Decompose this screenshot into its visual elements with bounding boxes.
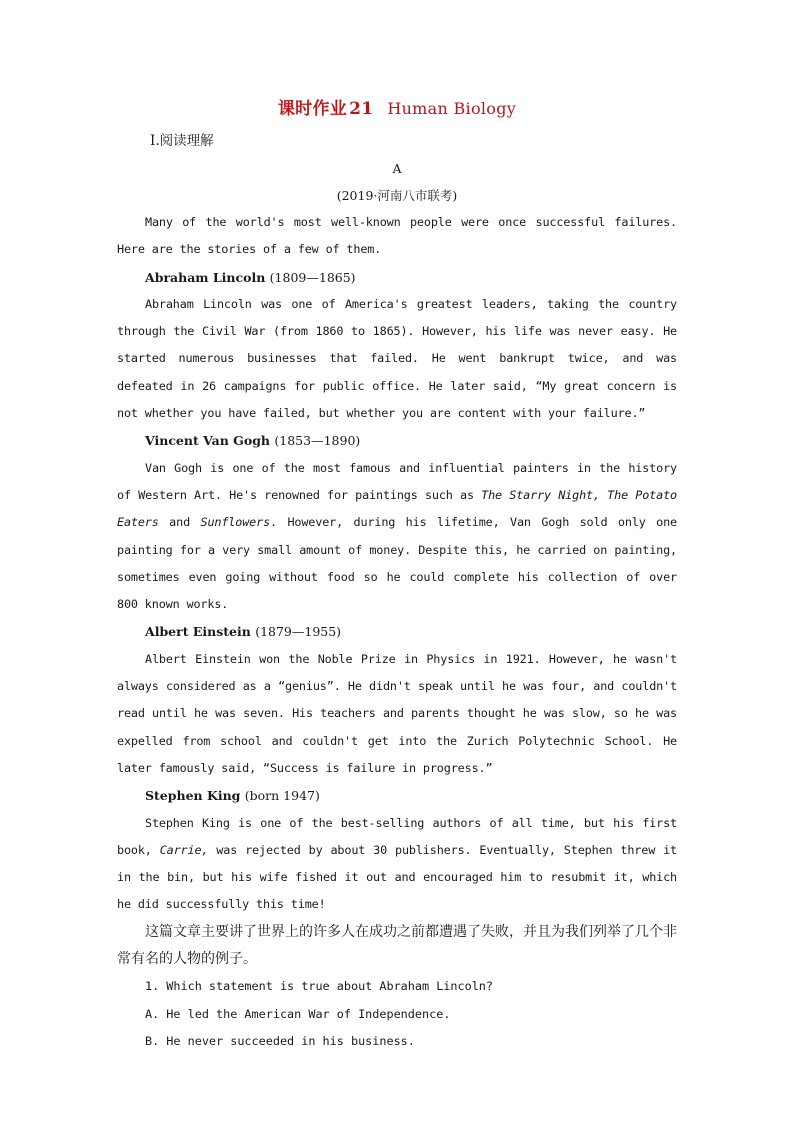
answer-option: A. He led the American War of Independence.	[145, 1006, 451, 1021]
paragraph-text: . However, during his lifetime, Van Gogh sold only one painting for a very small amount of money. Despite this, he carried on painting, sometimes even going without food so he could complete his collection of over 800 known works.	[117, 515, 677, 612]
paragraph-text: was rejected by about 30 publishers. Eventually, Stephen threw it in the bin, but his wife fished it out and encouraged him to resubmit it, which he did successfully this time!	[117, 842, 678, 912]
question-stem: 1. Which statement is true about Abraham Lincoln?	[145, 979, 494, 994]
person-name: Vincent Van Gogh	[145, 433, 271, 449]
document-page	[117, 96, 677, 1055]
passage-source: (2019·河南八市联考)	[336, 188, 458, 203]
person-heading	[117, 264, 677, 291]
paragraph-text: Van Gogh is one of the most famous and influential painters in the history of Western Art. He's renowned for paintings such as	[117, 460, 677, 502]
title-prefix: 课时作业	[277, 99, 348, 119]
intro-paragraph: Many of the world's most well-known people were once successful failures. Here are the stories of a few of them.	[117, 215, 677, 257]
passage-label: A	[392, 161, 402, 176]
paragraph-text: Stephen King is one of the best-selling authors of all time, but his first book,	[117, 815, 677, 857]
person-name: Abraham Lincoln	[145, 269, 266, 285]
person-name: Albert Einstein	[145, 624, 251, 640]
artwork-title: Sunflowers	[200, 515, 271, 530]
person-years: (1879—1955)	[255, 624, 342, 640]
page-title	[117, 96, 677, 122]
section-heading: Ⅰ.阅读理解	[150, 133, 214, 149]
person-years: (born 1947)	[244, 788, 320, 804]
person-name: Stephen King	[145, 788, 241, 804]
title-number: 21	[349, 99, 374, 119]
person-years: (1853—1890)	[274, 433, 361, 449]
title-topic: Human Biology	[387, 99, 517, 118]
book-title: Carrie,	[159, 842, 209, 857]
person-heading	[117, 618, 677, 645]
person-years: (1809—1865)	[269, 269, 356, 285]
person-paragraph	[117, 455, 677, 619]
person-heading	[117, 782, 677, 809]
person-paragraph	[117, 810, 677, 919]
answer-option: B. He never succeeded in his business.	[145, 1033, 415, 1048]
artwork-titles: The Starry Night, The Potato Eaters	[117, 487, 677, 530]
paragraph-text: and	[158, 515, 201, 530]
chinese-summary: 这篇文章主要讲了世界上的许多人在成功之前都遭遇了失败，并且为我们列举了几个非常有名的人物的例子。	[117, 923, 677, 968]
person-paragraph: Abraham Lincoln was one of America's greatest leaders, taking the country through the Civil War (from 1860 to 1865). However, his life was never easy. He started numerous businesses that failed. He went bankrupt twice, and was defeated in 26 campaigns for public office. He later said, “My great concern is not whether you have failed, but whether you are content with your failure.”	[117, 296, 677, 421]
person-paragraph: Albert Einstein won the Noble Prize in Physics in 1921. However, he wasn't always considered as a “genius”. He didn't speak until he was four, and couldn't read until he was seven. His teachers and parents thought he was slow, so he was expelled from school and couldn't get into the Zurich Polytechnic School. He later famously said, “Success is failure in progress.”	[117, 651, 677, 775]
person-heading	[117, 427, 677, 454]
